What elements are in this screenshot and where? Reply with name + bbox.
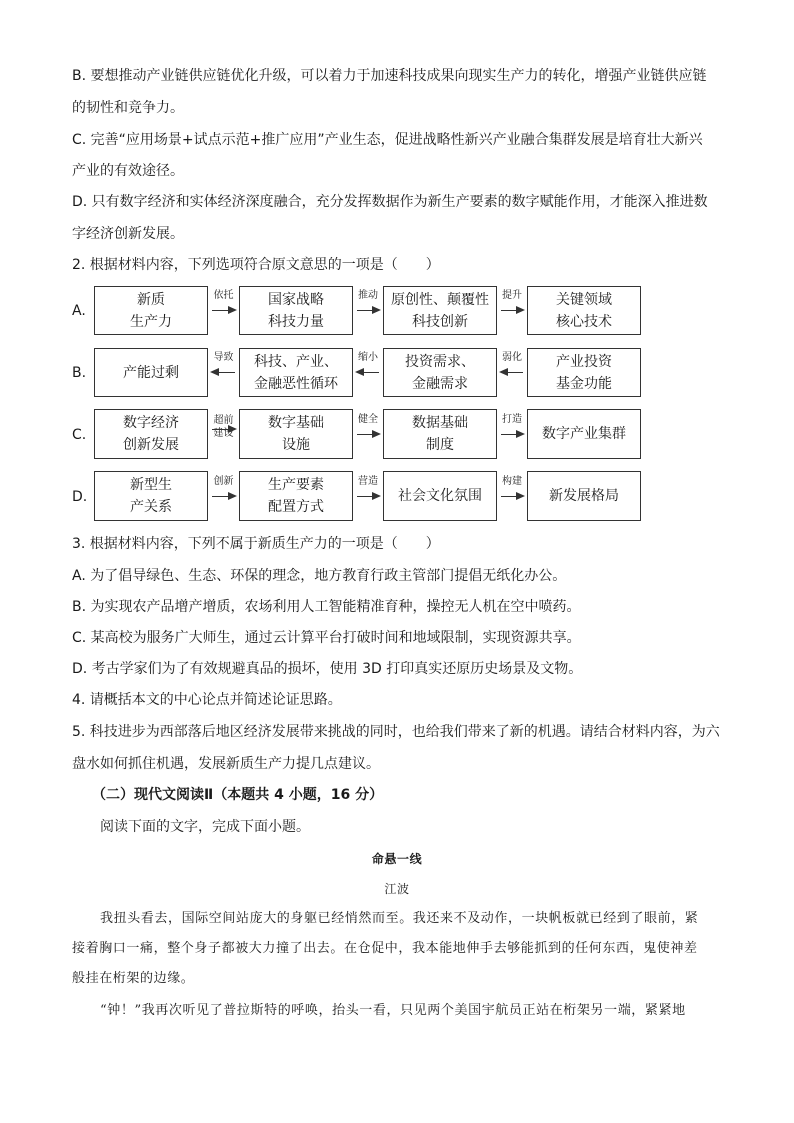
flow-arrow: 导致	[208, 348, 239, 396]
story-paragraph-2-line-1: “钟！”我再次听见了普拉斯特的呼唤，抬头一看，只见两个美国宇航员正站在桁架另一端，紧紧地	[100, 1003, 686, 1018]
flow-arrow: 超前 建设	[208, 410, 239, 458]
flow-box: 科技、产业、 金融恶性循环	[239, 348, 353, 397]
flow-arrow: 创新	[208, 472, 239, 520]
flow-arrow: 营造	[353, 472, 383, 520]
reading-instruction: 阅读下面的文字，完成下面小题。	[100, 819, 310, 835]
flow-arrow: 打造	[497, 410, 527, 458]
question-3: 3. 根据材料内容，下列不属于新质生产力的一项是（ ）	[72, 536, 440, 552]
flow-box: 新发展格局	[527, 471, 641, 521]
flow-box: 数字产业集群	[527, 409, 641, 459]
flow-box: 原创性、颠覆性 科技创新	[383, 286, 497, 335]
option-label: D.	[72, 489, 88, 505]
flow-arrow: 提升	[497, 286, 527, 334]
option-label: B.	[72, 365, 87, 381]
story-paragraph-1-line-2: 接着胸口一痛，整个身子都被大力撞了出去。在仓促中，我本能地伸手去够能抓到的任何东西，鬼使神差	[72, 941, 698, 956]
option-label: C.	[72, 427, 87, 443]
flow-arrow: 缩小	[353, 348, 383, 396]
flow-box: 投资需求、 金融需求	[383, 348, 497, 397]
question-4: 4. 请概括本文的中心论点并简述论证思路。	[72, 692, 342, 708]
question-5-line-2: 盘水如何抓住机遇，发展新质生产力提几点建议。	[72, 756, 380, 772]
flow-box: 数字经济 创新发展	[94, 409, 208, 459]
flow-box: 关键领域 核心技术	[527, 286, 641, 335]
question-2: 2. 根据材料内容，下列选项符合原文意思的一项是（ ）	[72, 257, 440, 273]
flow-arrow: 推动	[353, 286, 383, 334]
section-heading: （二）现代文阅读Ⅱ（本题共 4 小题，16 分）	[92, 787, 384, 803]
question-3-option-b: B. 为实现农产品增产增质，农场利用人工智能精准育种，操控无人机在空中喷药。	[72, 599, 581, 615]
flow-arrow: 弱化	[497, 348, 527, 396]
flow-arrow: 依托	[208, 286, 239, 334]
flow-box: 新质 生产力	[94, 286, 208, 335]
flow-arrow: 构建	[497, 472, 527, 520]
question-3-option-d: D. 考古学家们为了有效规避真品的损坏，使用 3D 打印真实还原历史场景及文物。	[72, 661, 583, 677]
flow-box: 产业投资 基金功能	[527, 348, 641, 397]
question-3-option-a: A. 为了倡导绿色、生态、环保的理念，地方教育行政主管部门提倡无纸化办公。	[72, 568, 567, 584]
flow-box: 社会文化氛围	[383, 471, 497, 521]
option-label: A.	[72, 303, 86, 319]
story-paragraph-1-line-3: 般挂在桁架的边缘。	[72, 971, 195, 986]
option-d-line-1: D. 只有数字经济和实体经济深度融合，充分发挥数据作为新生产要素的数字赋能作用，才能深入推进数	[72, 194, 708, 210]
option-b-line-1: B. 要想推动产业链供应链优化升级，可以着力于加速科技成果向现实生产力的转化，增强产业链供应链	[72, 68, 707, 84]
option-c-line-1: C. 完善“应用场景+试点示范+推广应用”产业生态，促进战略性新兴产业融合集群发展是培育壮大新兴	[72, 132, 703, 148]
flow-box: 数据基础 制度	[383, 409, 497, 459]
flow-box: 国家战略 科技力量	[239, 286, 353, 335]
question-3-option-c: C. 某高校为服务广大师生，通过云计算平台打破时间和地域限制，实现资源共享。	[72, 630, 581, 646]
flow-box: 新型生 产关系	[94, 471, 208, 521]
option-d-line-2: 字经济创新发展。	[72, 226, 184, 242]
story-author: 江波	[384, 882, 410, 896]
flow-box: 数字基础 设施	[239, 409, 353, 459]
story-paragraph-1-line-1: 我扭头看去，国际空间站庞大的身躯已经悄然而至。我还来不及动作，一块帆板就已经到了眼前，紧	[100, 911, 699, 926]
story-title: 命悬一线	[371, 852, 423, 866]
option-b-line-2: 的韧性和竞争力。	[72, 100, 184, 116]
flow-box: 产能过剩	[94, 348, 208, 397]
option-c-line-2: 产业的有效途径。	[72, 163, 184, 179]
flow-arrow: 健全	[353, 410, 383, 458]
flow-box: 生产要素 配置方式	[239, 471, 353, 521]
question-5-line-1: 5. 科技进步为西部落后地区经济发展带来挑战的同时，也给我们带来了新的机遇。请结合材料内容，为六	[72, 724, 720, 740]
